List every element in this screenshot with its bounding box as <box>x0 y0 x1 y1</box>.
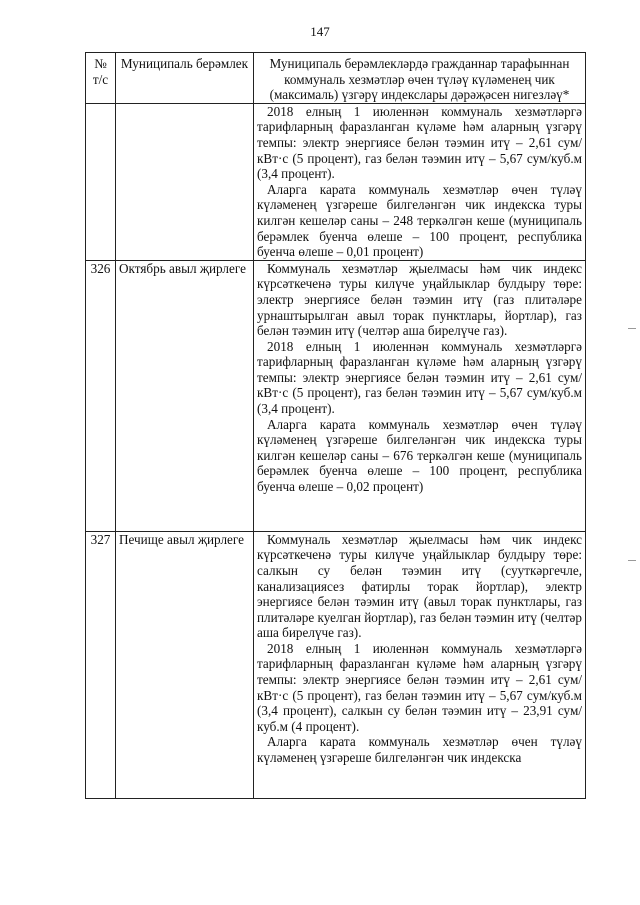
row-number: 326 <box>86 260 116 531</box>
paragraph: 2018 елның 1 июленнән коммуналь хезмәтләргә тарифларның фаразланган күләме һәм аларның үзгәрү темпы: электр энергиясе белән тәэмин итү – 2,61 сум/кВт·с (5 процент), газ белән тәэмин итү – 5,67 сум/куб.м (3,4 процент). <box>257 338 582 417</box>
row-description <box>254 103 586 260</box>
table-row <box>86 103 586 260</box>
table-header-row <box>86 53 586 104</box>
row-municipality: Печище авыл җирлеге <box>116 531 254 798</box>
table-row <box>86 531 586 798</box>
row-number <box>86 103 116 260</box>
row-description <box>254 531 586 798</box>
scan-edge-mark <box>628 560 636 561</box>
paragraph: Коммуналь хезмәтләр җыелмасы һәм чик индекс күрсәткеченә туры килүче уңайлыклар булдыру төре: салкын су белән тәэмин итү (сууткәргечле, канализациясез фатирлы торак йортлар), электр энергиясе белән тәэмин итү (авыл торак пунктлары, газ плитәләре куелган йортлар), газ белән тәэмин итү (челтәр аша бирелүче газ). <box>257 531 582 641</box>
header-num: № т/с <box>86 53 116 104</box>
paragraph: Аларга карата коммуналь хезмәтләр өчен түләү күләменең үзгәреше билгеләнгән чик индекска <box>257 734 582 766</box>
row-municipality <box>116 103 254 260</box>
row-municipality: Октябрь авыл җирлеге <box>116 260 254 531</box>
row-number: 327 <box>86 531 116 798</box>
municipal-index-table <box>85 52 586 799</box>
table-row <box>86 260 586 531</box>
paragraph: Коммуналь хезмәтләр җыелмасы һәм чик индекс күрсәткеченә туры килүче уңайлыклар булдыру төре: электр энергиясе белән тәэмин итү (газ плитәләре урнаштырылган авыл торак пунктлары, йортлар), газ белән тәэмин итү (челтәр аша бирелүче газ). <box>257 260 582 339</box>
header-index-rationale: Муниципаль берәмлекләрдә гражданнар тарафыннан коммуналь хезмәтләр өчен түләү күләменең чик (максималь) үзгәрү индекслары дәрәҗәсен нигезләү* <box>254 53 586 104</box>
row-description <box>254 260 586 531</box>
paragraph: Аларга карата коммуналь хезмәтләр өчен түләү күләменең үзгәреше билгеләнгән чик индекска туры килгән кешеләр саны – 676 теркәлгән кеше (муниципаль берәмлек буенча өлеше – 100 процент, республика буенча өлеше – 0,02 процент) <box>257 416 582 495</box>
header-municipality: Муниципаль берәмлек <box>116 53 254 104</box>
scan-edge-mark <box>628 328 636 329</box>
page-number: 147 <box>310 24 330 39</box>
paragraph: Аларга карата коммуналь хезмәтләр өчен түләү күләменең үзгәреше билгеләнгән чик индекска туры килгән кешеләр саны – 248 теркәлгән кеше (муниципаль берәмлек буенча өлеше – 100 процент, республика буенча өлеше – 0,01 процент) <box>257 181 582 260</box>
paragraph: 2018 елның 1 июленнән коммуналь хезмәтләргә тарифларның фаразланган күләме һәм аларның үзгәрү темпы: электр энергиясе белән тәэмин итү – 2,61 сум/кВт·с (5 процент), газ белән тәэмин итү – 5,67 сум/куб.м (3,4 процент). <box>257 103 582 182</box>
paragraph: 2018 елның 1 июленнән коммуналь хезмәтләргә тарифларның фаразланган күләме һәм аларның үзгәрү темпы: электр энергиясе белән тәэмин итү – 2,61 сум/кВт·с (5 процент), газ белән тәэмин итү – 5,67 сум/куб.м (3,4 процент), салкын су белән тәэмин итү – 23,91 сум/куб.м (4 процент). <box>257 640 582 734</box>
